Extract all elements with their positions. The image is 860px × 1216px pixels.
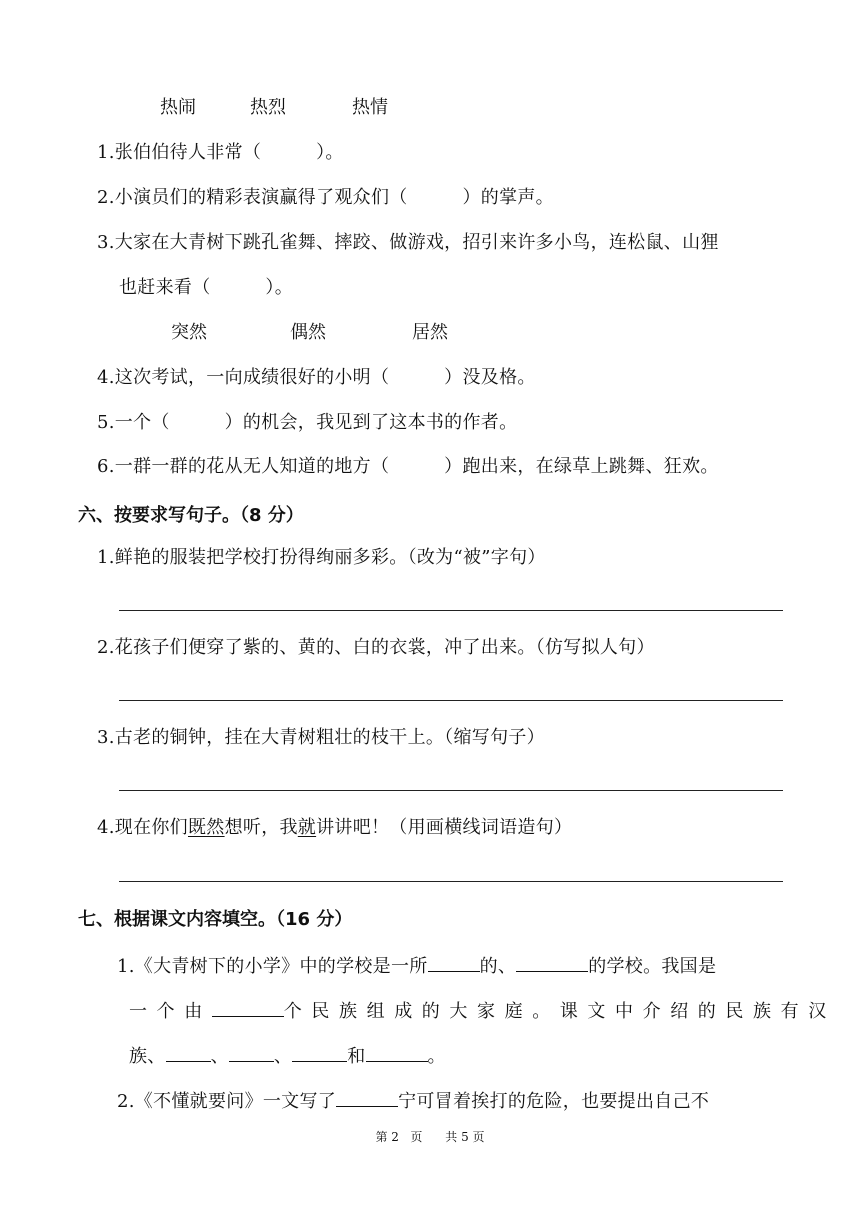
answer-line[interactable] — [119, 610, 783, 611]
answer-line[interactable] — [119, 790, 783, 791]
fill-blank[interactable] — [166, 1043, 211, 1062]
question-item: 1.张伯伯待人非常（ ）。 — [97, 142, 344, 163]
section-6-title: 六、按要求写句子。（8 分） — [78, 505, 304, 526]
question-item: 3.大家在大青树下跳孔雀舞、摔跤、做游戏，招引来许多小鸟，连松鼠、山狸 — [97, 232, 719, 253]
fill-blank[interactable] — [229, 1043, 274, 1062]
question-item-continuation: 也赶来看（ ）。 — [119, 277, 293, 298]
sentence-task: 4.现在你们既然想听，我就讲讲吧！（用画横线词语造句） — [97, 817, 573, 838]
fill-blank[interactable] — [366, 1043, 428, 1062]
question-item: 2.小演员们的精彩表演赢得了观众们（ ）的掌声。 — [97, 187, 554, 208]
fill-blank[interactable] — [516, 953, 588, 972]
page-footer: 第 2 页 共 5 页 — [375, 1130, 485, 1144]
fill-blank[interactable] — [292, 1043, 347, 1062]
fill-blank[interactable] — [336, 1088, 398, 1107]
word-option: 突然 — [171, 322, 207, 343]
word-option: 居然 — [412, 322, 448, 343]
fill-blank[interactable] — [428, 953, 480, 972]
fill-item: 2.《不懂就要问》一文写了 宁可冒着挨打的危险，也要提出自己不 — [117, 1088, 709, 1114]
sentence-task: 1.鲜艳的服装把学校打扮得绚丽多彩。（改为“被”字句） — [97, 547, 546, 568]
question-item: 6.一群一群的花从无人知道的地方（ ）跑出来，在绿草上跳舞、狂欢。 — [97, 456, 719, 477]
question-item: 5.一个（ ）的机会，我见到了这本书的作者。 — [97, 412, 518, 433]
sentence-task: 3.古老的铜钟，挂在大青树粗壮的枝干上。（缩写句子） — [97, 727, 545, 748]
section-7-title: 七、根据课文内容填空。（16 分） — [78, 909, 353, 930]
fill-blank[interactable] — [212, 998, 284, 1017]
fill-item-continuation: 族、 、 、 和 。 — [129, 1043, 446, 1069]
fill-item-continuation: 一个由 个民族组成的大家庭。课文中介绍的民族有汉 — [129, 998, 836, 1024]
word-option: 热情 — [352, 97, 388, 118]
question-item: 4.这次考试，一向成绩很好的小明（ ）没及格。 — [97, 367, 536, 388]
word-option: 热烈 — [250, 97, 286, 118]
word-option: 偶然 — [290, 322, 326, 343]
underlined-word: 就 — [297, 817, 317, 838]
answer-line[interactable] — [119, 700, 783, 701]
answer-line[interactable] — [119, 881, 783, 882]
word-option: 热闹 — [160, 97, 196, 118]
fill-item: 1.《大青树下的小学》中的学校是一所 的、 的学校。我国是 — [117, 953, 716, 979]
sentence-task: 2.花孩子们便穿了紫的、黄的、白的衣裳，冲了出来。（仿写拟人句） — [97, 637, 655, 658]
underlined-word: 既然 — [187, 817, 225, 838]
